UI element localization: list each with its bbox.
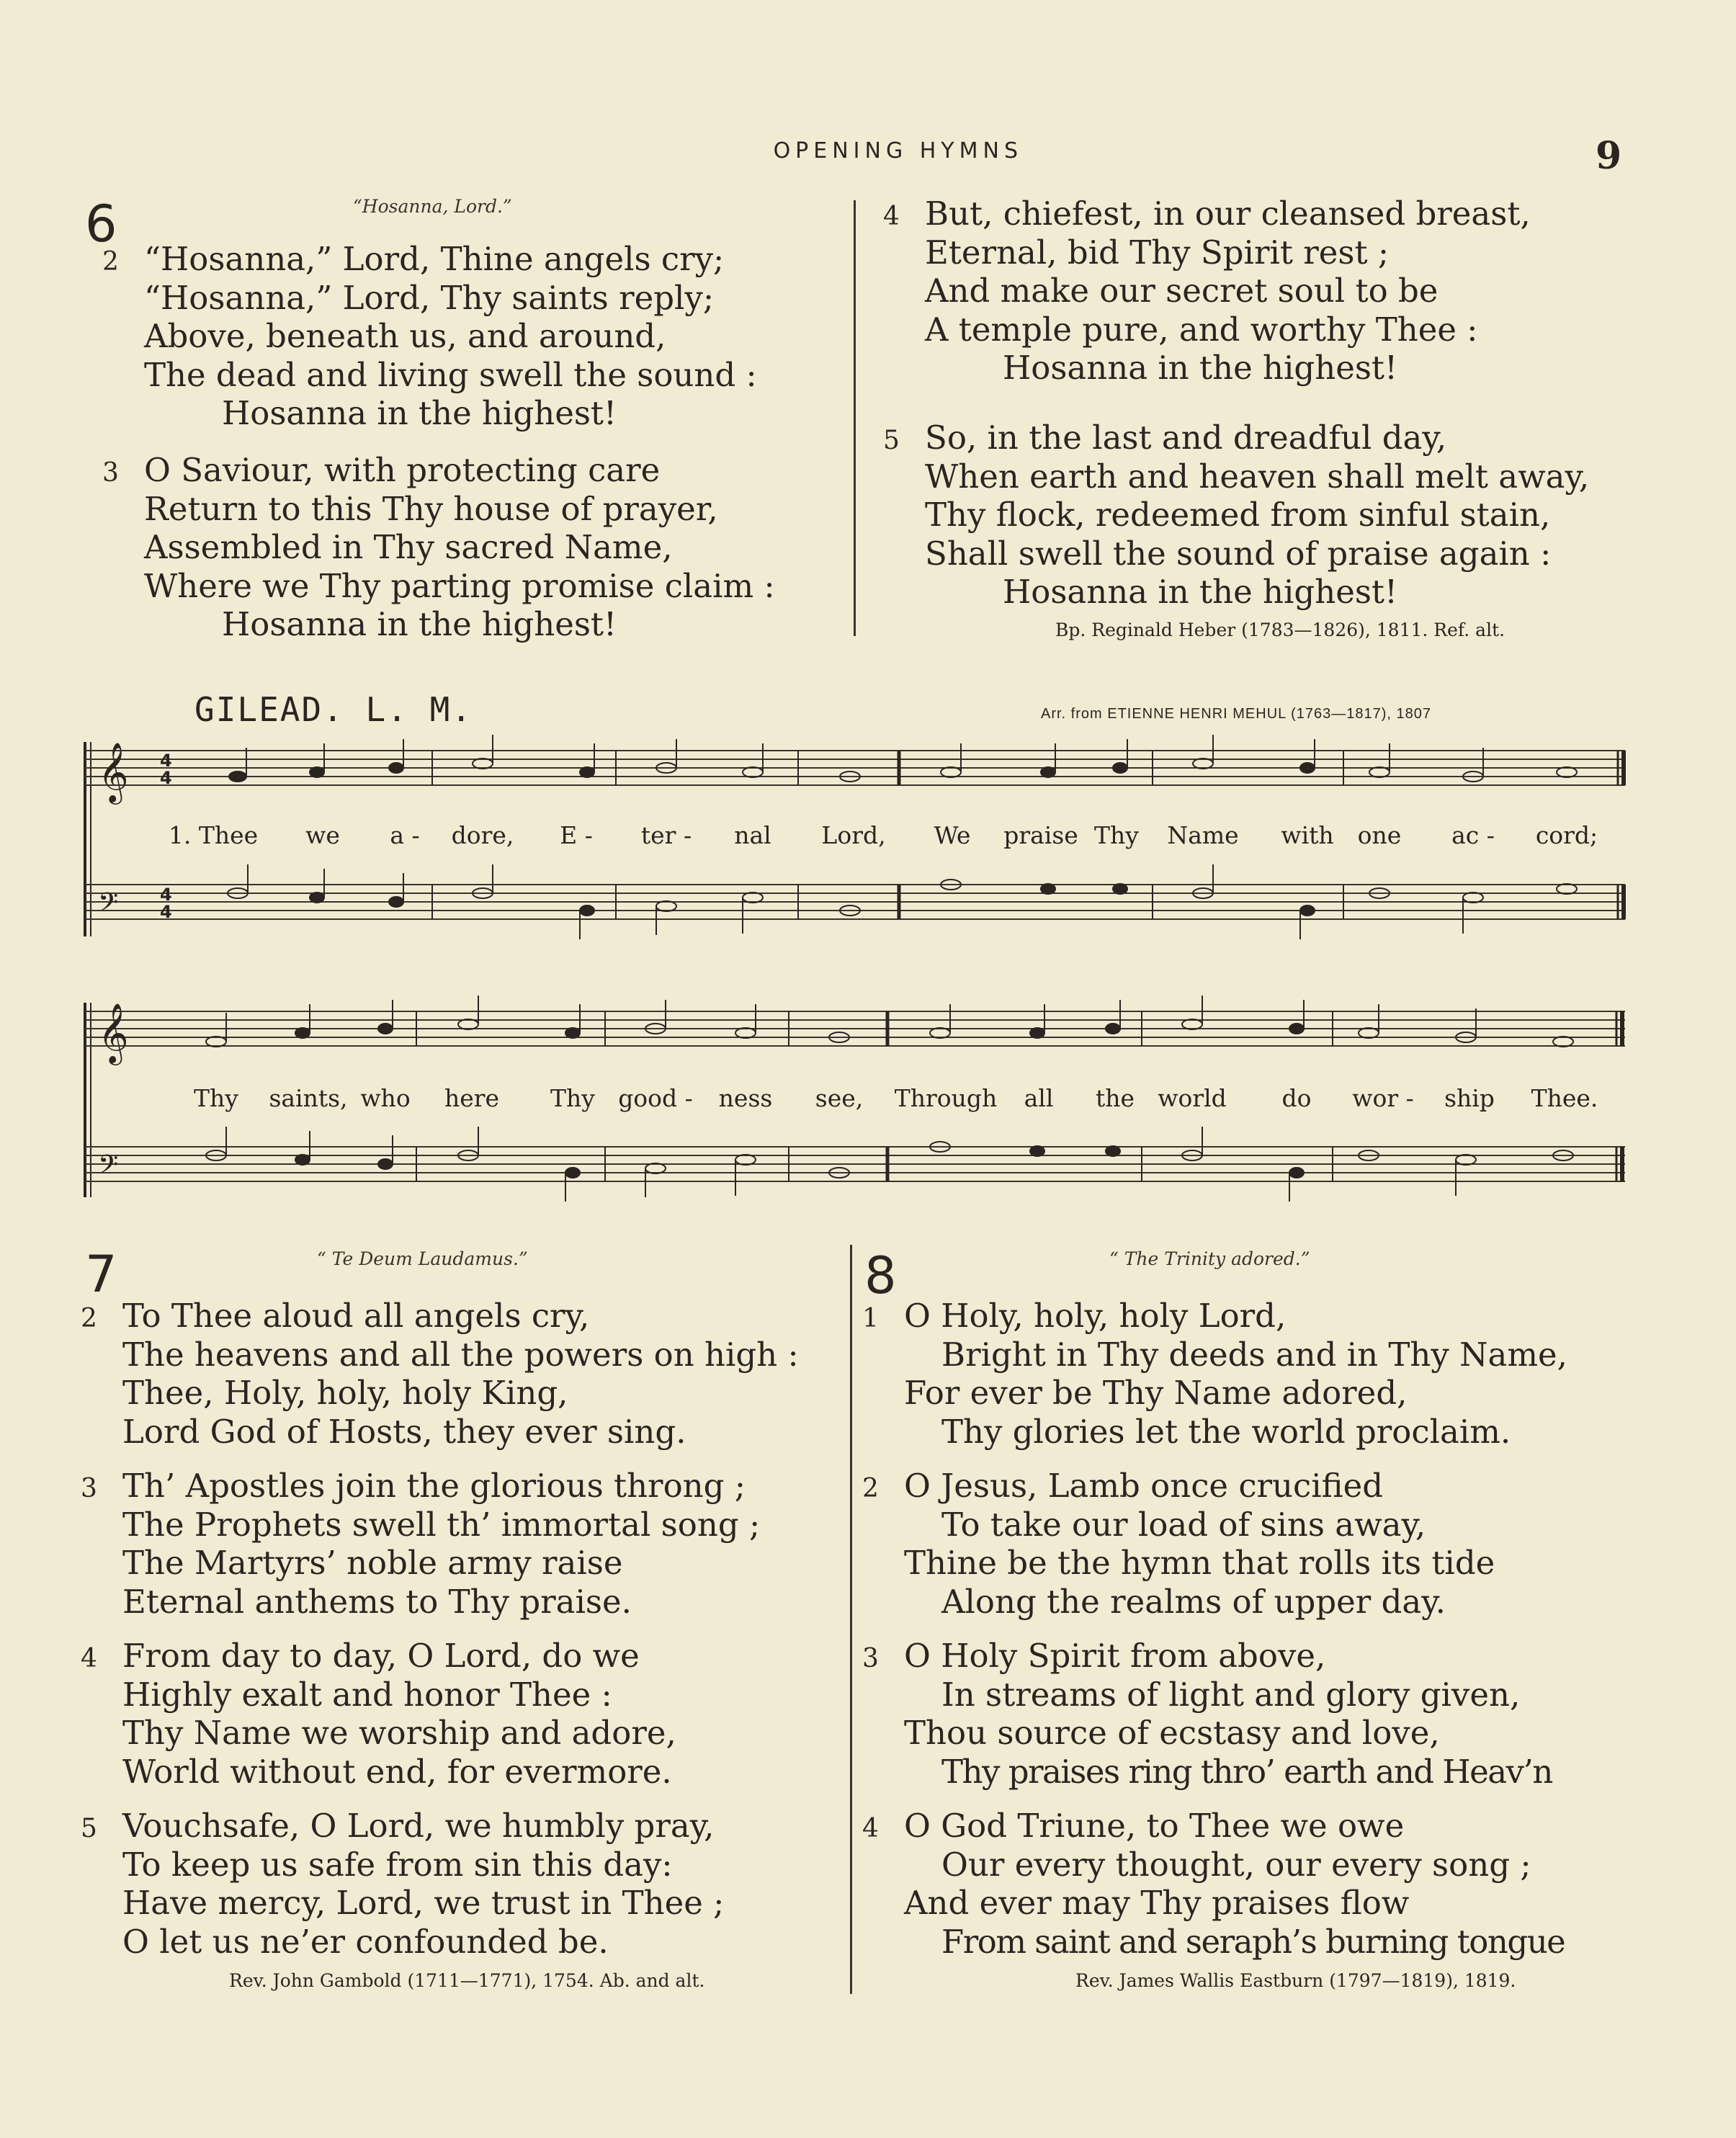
stanza-line: Return to this Thy house of prayer,: [144, 489, 718, 528]
stanza-line: A temple pure, and worthy Thee :: [925, 310, 1478, 349]
stanza-refrain: Hosanna in the highest!: [222, 394, 617, 432]
verse-number: 3: [862, 1644, 879, 1673]
lyric-syllable: Thy: [1094, 821, 1139, 849]
lyric-syllable: a -: [390, 821, 420, 849]
stanza-line: To take our load of sins away,: [941, 1505, 1426, 1544]
verse-number: 2: [102, 247, 119, 277]
verse-number: 2: [862, 1474, 879, 1503]
stanza-line: For ever be Thy Name adored,: [904, 1374, 1408, 1412]
hymn-8-number: 8: [864, 1246, 897, 1305]
column-divider-top: [854, 200, 856, 636]
stanza-line: In streams of light and glory given,: [941, 1675, 1521, 1714]
stanza-line: “Hosanna,” Lord, Thy saints reply;: [144, 278, 714, 317]
lyric-syllable: all: [1024, 1084, 1054, 1112]
verse-number: 3: [102, 458, 119, 488]
stanza-line: Eternal anthems to Thy praise.: [122, 1582, 632, 1621]
stanza-line: From saint and seraph’s burning tongue: [941, 1922, 1565, 1961]
verse-number: 5: [81, 1814, 97, 1843]
verse-number: 4: [862, 1814, 879, 1843]
stanza-line: But, chiefest, in our cleansed breast,: [925, 194, 1531, 233]
hymn-8-stanza-4: [862, 1807, 1565, 1961]
running-header: OPENING HYMNS: [773, 138, 1023, 164]
lyric-syllable: We: [934, 821, 971, 849]
bass-clef: 𝄢: [98, 887, 119, 924]
lyric-syllable: Lord,: [821, 821, 886, 849]
stanza-line: Thy glories let the world proclaim.: [941, 1412, 1511, 1451]
stanza-line: So, in the last and dreadful day,: [925, 419, 1447, 457]
lyric-syllable: one: [1357, 821, 1402, 849]
hymn-7-stanza-3: [81, 1467, 761, 1621]
stanza-line: World without end, for evermore.: [122, 1752, 672, 1791]
tune-arranger: Arr. from ETIENNE HENRI MEHUL (1763—1817), 1807: [1041, 706, 1431, 722]
hymn-7-subtitle: “ Te Deum Laudamus.”: [317, 1248, 528, 1269]
stanza-line: And ever may Thy praises flow: [904, 1884, 1410, 1922]
lyric-syllable: cord;: [1535, 821, 1598, 849]
stanza-line: To keep us safe from sin this day:: [122, 1845, 673, 1884]
hymn-7-credit: Rev. John Gambold (1711—1771), 1754. Ab. and alt.: [229, 1970, 705, 1991]
stanza-line: Our every thought, our every song ;: [941, 1845, 1531, 1884]
stanza-refrain: Hosanna in the highest!: [1003, 349, 1398, 387]
lyric-syllable: with: [1281, 821, 1334, 849]
lyric-syllable: ter -: [640, 821, 692, 849]
stanza-line: To Thee aloud all angels cry,: [122, 1297, 590, 1335]
stanza-refrain: Hosanna in the highest!: [222, 605, 617, 643]
treble-clef: 𝄞: [98, 741, 129, 802]
hymn-6-number: 6: [85, 194, 117, 254]
hymn-8-stanza-3: [862, 1637, 1552, 1791]
lyric-syllable: nal: [734, 821, 771, 849]
hymn-6-stanza-2: [102, 240, 757, 433]
column-divider-bottom: [850, 1245, 852, 1994]
time-signature: 4: [160, 768, 172, 788]
lyric-syllable: ship: [1444, 1084, 1495, 1112]
stanza-line: Where we Thy parting promise claim :: [144, 566, 775, 605]
stanza-line: When earth and heaven shall melt away,: [925, 457, 1590, 496]
system-bracket: [85, 742, 91, 936]
stanza-line: O Jesus, Lamb once crucified: [904, 1467, 1384, 1505]
stanza-line: Have mercy, Lord, we trust in Thee ;: [122, 1884, 725, 1922]
bass-staff: [85, 1147, 1625, 1181]
lyric-syllable: the: [1095, 1084, 1135, 1112]
stanza-line: Thy Name we worship and adore,: [122, 1714, 676, 1752]
hymn-6-subtitle: “Hosanna, Lord.”: [353, 196, 512, 217]
hymn-7-stanza-4: [81, 1637, 676, 1791]
system-bracket: [85, 1003, 91, 1197]
treble-notes: [206, 996, 1573, 1047]
stanza-line: Lord God of Hosts, they ever sing.: [122, 1412, 686, 1451]
treble-clef: 𝄞: [98, 1002, 129, 1063]
lyric-syllable: who: [360, 1084, 411, 1112]
stanza-refrain: Hosanna in the highest!: [1003, 573, 1398, 611]
verse-number: 5: [883, 426, 900, 455]
lyric-syllable: 1. Thee: [168, 821, 259, 849]
page-number: 9: [1596, 134, 1622, 178]
hymn-8-stanza-2: [862, 1467, 1495, 1621]
verse-number: 3: [81, 1474, 97, 1503]
stanza-line: O Saviour, with protecting care: [144, 451, 661, 489]
stanza-line: Thine be the hymn that rolls its tide: [904, 1544, 1495, 1582]
verse-number: 4: [81, 1644, 97, 1673]
stanza-line: Thy flock, redeemed from sinful stain,: [925, 496, 1551, 534]
lyric-syllable: world: [1158, 1084, 1227, 1112]
verse-number: 1: [862, 1304, 879, 1333]
stanza-line: Eternal, bid Thy Spirit rest ;: [925, 233, 1390, 272]
stanza-line: Assembled in Thy sacred Name,: [144, 528, 673, 566]
hymn-6-stanza-5: [883, 419, 1590, 612]
tune-name: GILEAD. L. M.: [194, 690, 473, 729]
time-signature: 4: [160, 902, 172, 922]
hymn-8-credit: Rev. James Wallis Eastburn (1797—1819), 1819.: [1075, 1970, 1516, 1991]
stanza-line: The Martyrs’ noble army raise: [122, 1544, 623, 1582]
lyric-syllable: dore,: [451, 821, 514, 849]
stanza-line: From day to day, O Lord, do we: [122, 1637, 640, 1675]
lyric-syllable: ness: [718, 1084, 773, 1112]
lyric-syllable: praise: [1003, 821, 1078, 849]
verse-number: 2: [81, 1304, 97, 1333]
lyric-syllable: we: [305, 821, 340, 849]
lyric-syllable: wor -: [1352, 1084, 1414, 1112]
lyric-syllable: Through: [894, 1084, 998, 1112]
hymn-7-stanza-5: [81, 1807, 725, 1961]
stanza-line: Th’ Apostles join the glorious throng ;: [122, 1467, 746, 1505]
stanza-line: Shall swell the sound of praise again :: [925, 534, 1552, 573]
lyric-syllable: here: [444, 1084, 500, 1112]
stanza-line: The dead and living swell the sound :: [144, 355, 757, 394]
bass-clef: 𝄢: [98, 1150, 119, 1186]
stanza-line: Along the realms of upper day.: [941, 1582, 1446, 1621]
treble-notes: [229, 735, 1577, 782]
hymn-8-subtitle: “ The Trinity adored.”: [1109, 1248, 1310, 1269]
time-signature: 4: [160, 885, 172, 905]
lyric-syllable: good -: [618, 1084, 693, 1112]
stanza-line: O God Triune, to Thee we owe: [904, 1807, 1405, 1845]
stanza-line: Highly exalt and honor Thee :: [122, 1675, 612, 1714]
stanza-line: And make our secret soul to be: [925, 272, 1439, 310]
stanza-line: Above, beneath us, and around,: [144, 317, 666, 355]
hymn-7-stanza-2: [81, 1297, 799, 1451]
lyric-syllable: do: [1281, 1084, 1312, 1112]
lyric-syllable: saints,: [269, 1084, 348, 1112]
stanza-line: The Prophets swell th’ immortal song ;: [122, 1505, 761, 1544]
stanza-line: Thee, Holy, holy, holy King,: [122, 1374, 568, 1412]
treble-staff: [85, 1011, 1625, 1046]
stanza-line: The heavens and all the powers on high :: [122, 1335, 799, 1374]
hymn-7-number: 7: [85, 1245, 117, 1304]
stanza-line: Thy praises ring thro’ earth and Heav’n: [941, 1752, 1552, 1791]
stanza-line: O Holy Spirit from above,: [904, 1637, 1326, 1675]
stanza-line: Vouchsafe, O Lord, we humbly pray,: [122, 1807, 715, 1845]
stanza-line: O Holy, holy, holy Lord,: [904, 1297, 1287, 1335]
hymn-6-credit: Bp. Reginald Heber (1783—1826), 1811. Ref. alt.: [1055, 620, 1505, 640]
hymn-6-stanza-4: [883, 194, 1531, 388]
time-signature: 4: [160, 751, 172, 771]
lyric-syllable: Name: [1167, 821, 1239, 849]
lyric-syllable: Thee.: [1531, 1084, 1598, 1112]
lyric-syllable: Thy: [194, 1084, 238, 1112]
hymn-6-stanza-3: [102, 451, 775, 644]
lyric-syllable: ac -: [1451, 821, 1495, 849]
lyric-syllable: see,: [815, 1084, 864, 1112]
stanza-line: Bright in Thy deeds and in Thy Name,: [941, 1335, 1567, 1374]
hymn-8-stanza-1: [862, 1297, 1567, 1451]
lyric-syllable: E -: [560, 821, 593, 849]
stanza-line: O let us ne’er confounded be.: [122, 1922, 609, 1961]
lyric-syllable: Thy: [550, 1084, 595, 1112]
stanza-line: Thou source of ecstasy and love,: [904, 1714, 1440, 1752]
verse-number: 4: [883, 202, 900, 231]
stanza-line: “Hosanna,” Lord, Thine angels cry;: [144, 240, 725, 278]
